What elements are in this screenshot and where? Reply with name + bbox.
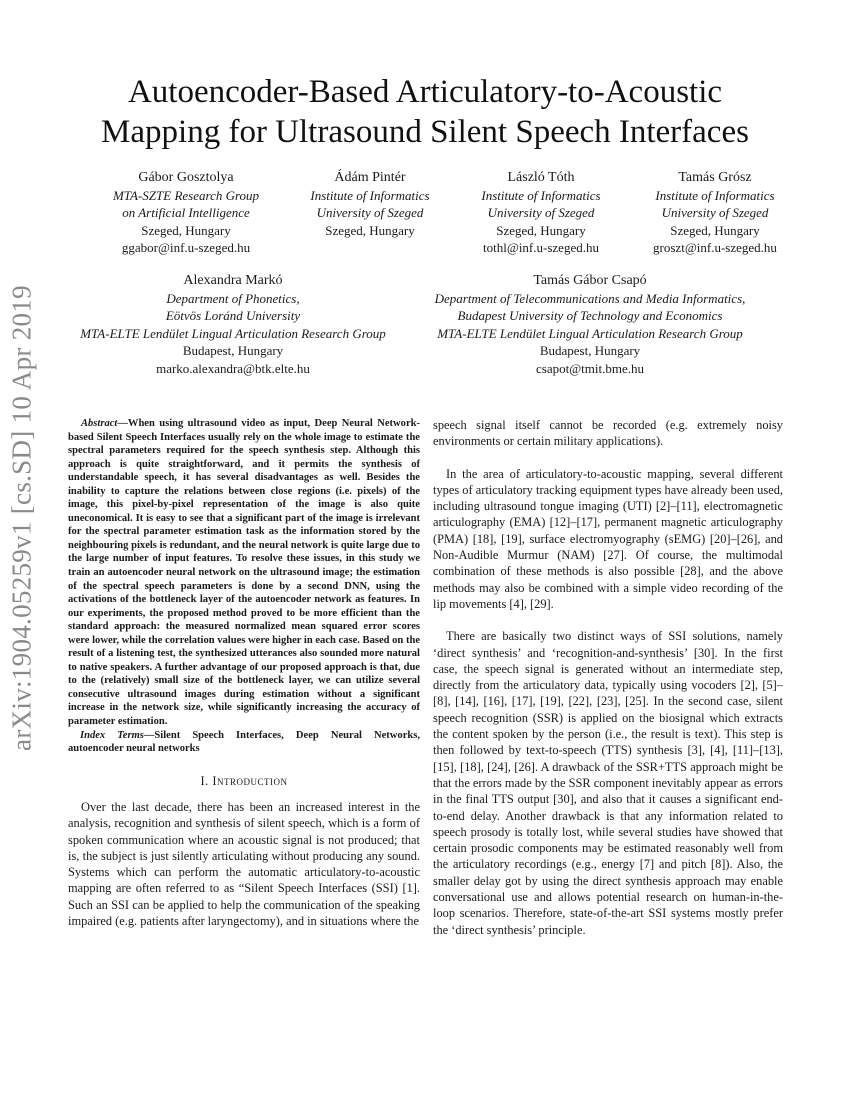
index-terms-label: Index Terms <box>80 729 144 741</box>
author-affiliation: MTA-ELTE Lendület Lingual Articulation Research Group <box>437 325 743 341</box>
author-email[interactable]: groszt@inf.u-szeged.hu <box>653 240 777 255</box>
author-affiliation: University of Szeged <box>487 205 595 220</box>
author-affiliation: Institute of Informatics <box>655 187 775 203</box>
author-affiliation: on Artificial Intelligence <box>122 205 250 220</box>
author-location: Szeged, Hungary <box>141 222 231 238</box>
right-column <box>433 417 783 938</box>
author-block <box>410 272 770 377</box>
author-email[interactable]: marko.alexandra@btk.elte.hu <box>156 360 310 376</box>
paper-title <box>60 72 790 152</box>
author-location: Szeged, Hungary <box>325 222 415 238</box>
author-location: Szeged, Hungary <box>496 222 586 238</box>
author-name: Gábor Gosztolya <box>138 170 234 185</box>
index-terms <box>68 729 420 756</box>
author-affiliation: Institute of Informatics <box>310 187 430 203</box>
author-location: Szeged, Hungary <box>670 222 760 238</box>
author-name: Tamás Grósz <box>678 170 752 185</box>
abstract-text: —When using ultrasound video as input, Deep Neural Network-based Silent Speech Interfaces usually rely on the whole image to estimate the spectral parameters required for the speech synthesis step. Although this approach is quite straightforward, and it permits the synthesis of understandable speech, it has several disadvantages as well. Besides the inability to capture the relations between close regions (i.e. pixels) of the image, this pixel-by-pixel representation of the image is also quite uneconomical. It is easy to see that a significant part of the image is irrelevant for the spectral parameter estimation task as the information stored by the neighbouring pixels is redundant, and the neural network is quite large due to the large number of input features. To resolve these issues, in this study we train an autoencoder neural network on the ultrasound image; the estimation of the spectral speech parameters is done by a second DNN, using the activations of the bottleneck layer of the autoencoder network as features. In our experiments, the proposed method proved to be more efficient than the standard approach: the measured normalized mean squared error scores were lower, while the correlation values were higher in each case. Based on the result of a listening test, the synthesized utterances also sounded more natural to native speakers. A further advantage of our proposed approach is that, due to the (relatively) small size of the bottleneck layer, we can utilize several consecutive ultrasound images during estimation without a significant increase in the network size, while significantly increasing the accuracy of parameter estimation. <box>68 418 420 728</box>
author-affiliation: Department of Telecommunications and Media Informatics, <box>434 290 746 306</box>
author-name: Tamás Gábor Csapó <box>533 273 647 288</box>
abstract-label: Abstract <box>81 418 118 429</box>
body-paragraph: speech signal itself cannot be recorded (e.g. extremely noisy environments or certain military applications). <box>433 418 783 449</box>
left-column <box>68 417 420 929</box>
author-affiliation: Budapest University of Technology and Economics <box>457 308 723 323</box>
author-name: László Tóth <box>507 170 575 185</box>
author-affiliation: MTA-ELTE Lendület Lingual Articulation Research Group <box>80 325 386 341</box>
author-affiliation: MTA-SZTE Research Group <box>112 187 260 203</box>
title-line-2: Mapping for Ultrasound Silent Speech Interfaces <box>101 114 749 150</box>
arxiv-stamp <box>6 285 37 751</box>
author-block <box>634 169 796 257</box>
author-email[interactable]: csapot@tmit.bme.hu <box>535 360 644 376</box>
author-block <box>58 272 408 377</box>
author-email[interactable]: ggabor@inf.u-szeged.hu <box>121 240 251 255</box>
author-email[interactable]: tothl@inf.u-szeged.hu <box>483 240 599 255</box>
index-terms-text: —Silent Speech Interfaces, Deep Neural Networks, autoencoder neural networks <box>68 729 420 755</box>
author-block <box>290 169 450 239</box>
title-line-1: Autoencoder-Based Articulatory-to-Acoustic <box>127 74 723 110</box>
body-paragraph: In the area of articulatory-to-acoustic mapping, several different types of articulatory tracking equipment types have already been used, including ultrasound tongue imaging (UTI) [2]–[11], electromagnetic articulography (EMA) [12]–[17], permanent magnetic articulography (PMA) [18], [19], surface electromyography (sEMG) [20]–[26], and Non-Audible Murmur (NAM) [27]. Of course, the multimodal combination of these methods is also possible [28], and the above methods may also be combined with a simple video recording of the lip movements [4], [29]. <box>433 466 783 611</box>
arxiv-stamp-text: arXiv:1904.05259v1 [cs.SD] 10 Apr 2019 <box>6 285 37 751</box>
author-affiliation: University of Szeged <box>316 205 424 220</box>
author-affiliation: Institute of Informatics <box>481 187 601 203</box>
author-block <box>461 169 621 257</box>
intro-paragraph: Over the last decade, there has been an increased interest in the analysis, recognition and synthesis of silent speech, which is a form of spoken communication where an acoustic signal is not produced; that is, the subject is just silently articulating without producing any sound. Systems which can perform the automatic articulatory-to-acoustic mapping are often referred to as “Silent Speech Interfaces (SSI) [1]. Such an SSI can be applied to help the communication of the speaking impaired (e.g. patients after laryngectomy), and in situations where the <box>68 799 420 929</box>
author-affiliation: University of Szeged <box>661 205 769 220</box>
section-heading-introduction: I. Introduction <box>200 773 288 788</box>
author-block <box>96 169 276 257</box>
author-location: Budapest, Hungary <box>182 343 284 358</box>
author-affiliation: Eötvös Loránd University <box>165 308 301 323</box>
author-location: Budapest, Hungary <box>539 343 641 358</box>
body-paragraph: There are basically two distinct ways of SSI solutions, namely ‘direct synthesis’ and ‘recognition-and-synthesis’ [30]. In the first case, the speech signal is generated without an intermediate step, directly from the articulatory data, typically using vocoders [2], [5]–[8], [14], [16], [17], [19], [22], [23], [25]. In the second case, silent speech recognition (SSR) is applied on the biosignal which extracts the content spoken by the person (i.e., the result is text). This step is then followed by text-to-speech (TTS) synthesis [3], [4], [11]–[13], [15], [18], [24], [26]. A drawback of the SSR+TTS approach might be that the errors made by the SSR component inevitably appear as errors in the final TTS output [30], and also that it causes a significant end-to-end delay. Another drawback is that any information related to speech prosody is totally lost, while several studies have showed that certain prosodic components may be estimated reasonably well from the articulatory recordings (e.g., energy [7] and pitch [8]). Also, the smaller delay got by using the direct synthesis approach may enable conversational use and allows potential research on human-in-the-loop scenarios. Therefore, state-of-the-art SSI systems mostly prefer the ‘direct synthesis’ principle. <box>433 629 783 937</box>
author-name: Ádám Pintér <box>334 170 406 185</box>
author-affiliation: Department of Phonetics, <box>166 290 300 306</box>
abstract <box>68 417 420 729</box>
author-name: Alexandra Markó <box>183 273 283 288</box>
